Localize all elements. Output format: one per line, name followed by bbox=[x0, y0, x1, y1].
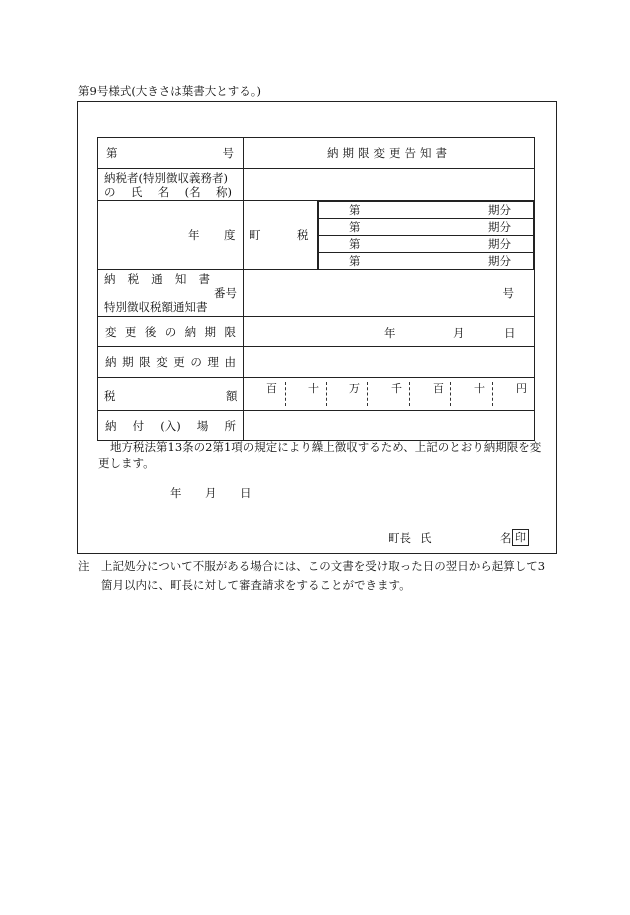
reason-label-char: 納 bbox=[105, 355, 117, 369]
period-cell bbox=[318, 201, 535, 270]
amount-label-char: 税 bbox=[104, 389, 116, 403]
mayor-name-mei: 名 bbox=[500, 531, 512, 545]
tax-amount-label bbox=[98, 378, 244, 411]
amount-unit: 十 bbox=[474, 382, 485, 395]
taxpayer-value[interactable] bbox=[244, 169, 535, 201]
issue-date-year: 年 bbox=[170, 486, 182, 500]
taxpayer-label-char: の bbox=[104, 184, 116, 199]
tax-type-char: 税 bbox=[297, 228, 309, 242]
form-caption: 第9号様式(大きさは葉書大とする。) bbox=[78, 84, 262, 98]
period-label: 期分 bbox=[488, 203, 511, 217]
digit-divider bbox=[492, 382, 493, 406]
payment-place-value[interactable] bbox=[244, 411, 535, 441]
taxpayer-label-line1: 納税者(特別徴収義務者) bbox=[104, 170, 228, 185]
row-tax-amount bbox=[98, 378, 535, 411]
amount-unit: 十 bbox=[308, 382, 319, 395]
place-label-char: 付 bbox=[132, 418, 145, 433]
notice-label-char: 書 bbox=[198, 272, 210, 286]
fiscal-year-char: 度 bbox=[224, 228, 236, 242]
period-prefix: 第 bbox=[349, 237, 361, 251]
notice-label-char: 通 bbox=[151, 272, 163, 286]
reason-label-char: 由 bbox=[224, 355, 236, 369]
reason-label-char: 更 bbox=[173, 355, 185, 369]
period-row[interactable] bbox=[319, 253, 534, 270]
amount-unit: 千 bbox=[391, 382, 402, 395]
row-taxpayer-name bbox=[98, 169, 535, 201]
row-change-reason bbox=[98, 347, 535, 378]
footnote-line1: 上記処分について不服がある場合には、この文書を受け取った日の翌日から起算して3 bbox=[101, 559, 546, 573]
period-label: 期分 bbox=[488, 237, 511, 251]
amount-unit: 万 bbox=[349, 382, 360, 395]
amount-label-char: 額 bbox=[226, 389, 238, 403]
period-row[interactable] bbox=[319, 202, 534, 219]
new-deadline-value[interactable] bbox=[244, 317, 535, 347]
digit-divider bbox=[409, 382, 410, 406]
seal-icon: 印 bbox=[512, 529, 529, 546]
amount-unit: 百 bbox=[433, 382, 444, 395]
notice-label-char: 税 bbox=[127, 272, 140, 286]
issue-date-day: 日 bbox=[240, 486, 252, 500]
deadline-label-char: 納 bbox=[184, 324, 197, 339]
taxpayer-label-char: 称) bbox=[216, 184, 232, 199]
reason-label-char: の bbox=[190, 355, 202, 369]
notice-number-suffix: 号 bbox=[502, 286, 514, 300]
statement-line1: 地方税法第13条の2第1項の規定により繰上徴収するため、上記のとおり納期限を変 bbox=[110, 440, 542, 454]
row-document-number bbox=[98, 138, 535, 169]
tax-type-cell bbox=[244, 201, 318, 270]
reason-label-char: 限 bbox=[139, 355, 151, 369]
digit-divider bbox=[326, 382, 327, 406]
notice-number-label bbox=[98, 270, 244, 317]
digit-divider bbox=[450, 382, 451, 406]
new-deadline-label bbox=[98, 317, 244, 347]
change-reason-value[interactable] bbox=[244, 347, 535, 378]
period-label: 期分 bbox=[488, 254, 511, 268]
notice-label-char: 納 bbox=[104, 272, 116, 286]
row-payment-place bbox=[98, 411, 535, 441]
place-label-char: 納 bbox=[105, 418, 117, 433]
row-new-deadline bbox=[98, 317, 535, 347]
mayor-name-shi: 氏 bbox=[420, 531, 432, 545]
reason-label-char: 変 bbox=[156, 355, 168, 369]
place-label-char: 所 bbox=[224, 418, 236, 433]
period-prefix: 第 bbox=[349, 203, 361, 217]
deadline-label-char: 更 bbox=[124, 324, 137, 339]
tax-type-char: 町 bbox=[249, 228, 261, 242]
row-notice-number bbox=[98, 270, 535, 317]
fiscal-year-char: 年 bbox=[188, 228, 200, 242]
notice-label-char: 知 bbox=[174, 272, 187, 286]
deadline-day: 日 bbox=[504, 326, 516, 340]
notice-label-line3: 特別徴収税額通知書 bbox=[104, 300, 208, 314]
tax-amount-value[interactable] bbox=[244, 378, 535, 411]
taxpayer-label bbox=[98, 169, 244, 201]
digit-divider bbox=[367, 382, 368, 406]
place-label-char: 場 bbox=[196, 418, 209, 433]
deadline-label-char: 後 bbox=[144, 324, 157, 339]
document-number-cell bbox=[98, 138, 244, 169]
payment-place-label bbox=[98, 411, 244, 441]
period-prefix: 第 bbox=[349, 254, 361, 268]
digit-divider bbox=[285, 382, 286, 406]
mayor-title: 町長 bbox=[388, 531, 411, 545]
reason-label-char: 期 bbox=[122, 355, 134, 369]
taxpayer-label-char: (名 bbox=[184, 184, 201, 199]
row-fiscal-year bbox=[98, 201, 535, 270]
period-row[interactable] bbox=[319, 236, 534, 253]
footnote-mark: 注 bbox=[78, 559, 90, 573]
deadline-label-char: 限 bbox=[224, 324, 236, 339]
period-prefix: 第 bbox=[349, 220, 361, 234]
taxpayer-label-char: 氏 bbox=[130, 184, 143, 199]
deadline-label-char: の bbox=[164, 324, 177, 339]
period-row[interactable] bbox=[319, 219, 534, 236]
change-reason-label bbox=[98, 347, 244, 378]
number-suffix: 号 bbox=[222, 146, 234, 160]
taxpayer-label-char: 名 bbox=[157, 184, 170, 199]
amount-unit: 円 bbox=[516, 382, 527, 395]
deadline-label-char: 期 bbox=[204, 324, 217, 339]
notice-number-value[interactable] bbox=[244, 270, 535, 317]
place-label-char: (入) bbox=[160, 418, 181, 433]
statement-line2: 更します。 bbox=[98, 456, 155, 470]
period-list bbox=[318, 201, 534, 269]
amount-unit: 百 bbox=[266, 382, 277, 395]
reason-label-char: 理 bbox=[207, 355, 219, 369]
period-label: 期分 bbox=[488, 220, 511, 234]
deadline-label-char: 変 bbox=[105, 324, 117, 339]
deadline-month: 月 bbox=[453, 326, 465, 340]
notice-title: 納期限変更告知書 bbox=[244, 138, 535, 169]
deadline-year: 年 bbox=[384, 326, 396, 340]
notice-label-number: 番号 bbox=[214, 286, 237, 300]
number-prefix: 第 bbox=[106, 146, 118, 160]
fiscal-year-cell[interactable] bbox=[98, 201, 244, 270]
issue-date-month: 月 bbox=[205, 486, 217, 500]
notice-table bbox=[97, 137, 535, 441]
footnote-line2: 箇月以内に、町長に対して審査請求をすることができます。 bbox=[101, 578, 411, 592]
